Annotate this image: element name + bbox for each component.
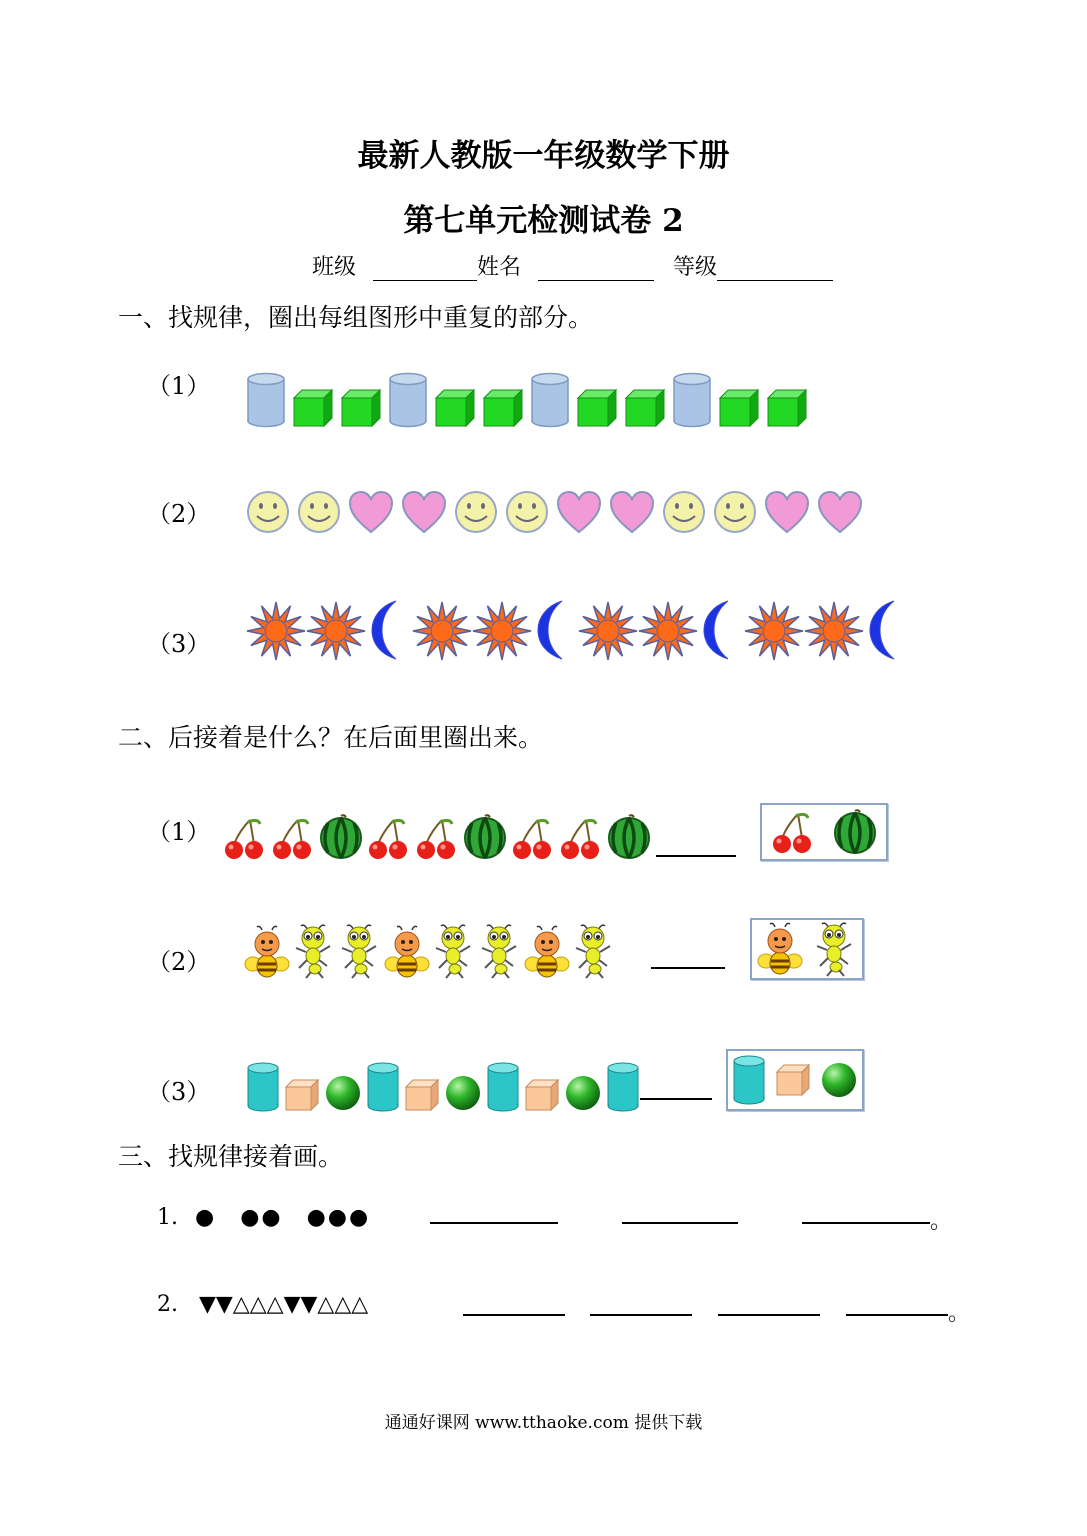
moon-icon (698, 598, 744, 662)
cherry-icon (270, 816, 316, 860)
smiley-icon (297, 490, 341, 534)
s3-q1-blank-1[interactable] (430, 1222, 558, 1224)
sun-icon (472, 600, 532, 662)
cherry-icon (222, 816, 268, 860)
heart-icon (348, 490, 394, 534)
green-ball-icon (820, 1061, 858, 1099)
cherry-icon (558, 816, 604, 860)
s2-q2-choice-box[interactable] (750, 918, 864, 980)
peach-cube-icon (404, 1078, 440, 1112)
heart-icon (817, 490, 863, 534)
cylinder-icon (246, 372, 286, 428)
s2-q3-choice-box[interactable] (726, 1049, 864, 1111)
sun-icon (578, 600, 638, 662)
heart-icon (401, 490, 447, 534)
green-ball-icon (324, 1074, 362, 1112)
ant-icon (478, 922, 522, 980)
smiley-icon (713, 490, 757, 534)
s3-q2-blank-2[interactable] (590, 1314, 692, 1316)
heart-icon (609, 490, 655, 534)
s1-q2-pattern (246, 478, 863, 534)
teal-cylinder-icon (246, 1062, 280, 1112)
s2-q1-pattern (222, 812, 652, 860)
watermelon-icon (832, 809, 878, 855)
s2-q3-pattern (246, 1062, 640, 1112)
page-title: 最新人教版一年级数学下册 (357, 138, 730, 174)
peach-cube-icon (284, 1078, 320, 1112)
section1-heading: 一、找规律，圈出每组图形中重复的部分。 (118, 303, 594, 332)
sun-icon (306, 600, 366, 662)
s1-q3-pattern (246, 596, 910, 662)
sun-icon (246, 600, 306, 662)
section3-heading: 三、找规律接着画。 (118, 1142, 344, 1171)
s2-q1-label: （1） (147, 818, 211, 846)
cylinder-icon (530, 372, 570, 428)
s3-q1-end: 。 (930, 1209, 953, 1234)
bee-icon (384, 924, 430, 980)
grade-blank[interactable] (717, 256, 833, 281)
peach-cube-icon (775, 1063, 811, 1097)
s2-q1-answer-line[interactable] (656, 855, 736, 857)
ant-icon (813, 920, 857, 978)
cube-icon (624, 388, 666, 428)
ant-icon (572, 922, 616, 980)
name-blank[interactable] (538, 256, 654, 281)
bee-icon (757, 921, 803, 977)
cylinder-icon (672, 372, 712, 428)
cherry-icon (366, 816, 412, 860)
watermelon-icon (606, 814, 652, 860)
s3-q2-end: 。 (948, 1301, 971, 1326)
moon-icon (366, 598, 412, 662)
name-label: 姓名 (477, 255, 522, 280)
smiley-icon (505, 490, 549, 534)
cube-icon (292, 388, 334, 428)
class-blank[interactable] (373, 256, 477, 281)
s1-q3-label: （3） (147, 630, 211, 658)
s2-q1-choice-box[interactable] (760, 803, 888, 861)
bee-icon (244, 924, 290, 980)
cube-icon (718, 388, 760, 428)
s1-q2-label: （2） (147, 500, 211, 528)
cube-icon (434, 388, 476, 428)
smiley-icon (662, 490, 706, 534)
smiley-icon (454, 490, 498, 534)
s3-q2-label: 2. (157, 1292, 178, 1317)
heart-icon (556, 490, 602, 534)
sun-icon (638, 600, 698, 662)
s3-q1-blank-2[interactable] (622, 1222, 738, 1224)
s3-q1 (157, 1200, 370, 1231)
s3-q2-blank-4[interactable] (846, 1314, 948, 1316)
green-ball-icon (444, 1074, 482, 1112)
cylinder-icon (388, 372, 428, 428)
page-subtitle: 第七单元检测试卷 2 (403, 203, 684, 239)
ant-icon (432, 922, 476, 980)
s3-q1-label: 1. (157, 1205, 178, 1230)
cherry-icon (770, 810, 816, 854)
s3-q1-blank-3[interactable] (802, 1222, 930, 1224)
peach-cube-icon (524, 1078, 560, 1112)
s3-q2-blank-1[interactable] (463, 1314, 565, 1316)
s2-q2-label: （2） (147, 948, 211, 976)
s3-q2 (157, 1292, 368, 1317)
teal-cylinder-icon (606, 1062, 640, 1112)
s3-q1-sequence: ● ●● ●●● (195, 1205, 371, 1230)
ant-icon (338, 922, 382, 980)
cube-icon (576, 388, 618, 428)
green-ball-icon (564, 1074, 602, 1112)
grade-label: 等级 (673, 255, 718, 280)
s2-q2-answer-line[interactable] (651, 967, 725, 969)
sun-icon (412, 600, 472, 662)
teal-cylinder-icon (732, 1055, 766, 1105)
s1-q1-label: （1） (147, 372, 211, 400)
smiley-icon (246, 490, 290, 534)
teal-cylinder-icon (366, 1062, 400, 1112)
cube-icon (340, 388, 382, 428)
class-label: 班级 (312, 255, 357, 280)
cube-icon (482, 388, 524, 428)
teal-cylinder-icon (486, 1062, 520, 1112)
ant-icon (292, 922, 336, 980)
s2-q3-label: （3） (147, 1078, 211, 1106)
s3-q2-blank-3[interactable] (718, 1314, 820, 1316)
student-info-line (312, 250, 833, 281)
s3-q2-sequence: ▼▼△△△▼▼△△△ (199, 1292, 369, 1317)
watermelon-icon (318, 814, 364, 860)
section2-heading: 二、后接着是什么？在后面里圈出来。 (118, 723, 544, 752)
sun-icon (744, 600, 804, 662)
footer-credit: 通通好课网 www.tthaoke.com 提供下载 (384, 1413, 703, 1433)
watermelon-icon (462, 814, 508, 860)
s2-q2-pattern (244, 924, 616, 980)
cherry-icon (510, 816, 556, 860)
s1-q1-pattern (246, 368, 808, 428)
cherry-icon (414, 816, 460, 860)
sun-icon (804, 600, 864, 662)
moon-icon (864, 598, 910, 662)
s2-q3-answer-line[interactable] (640, 1098, 712, 1100)
heart-icon (764, 490, 810, 534)
bee-icon (524, 924, 570, 980)
cube-icon (766, 388, 808, 428)
moon-icon (532, 598, 578, 662)
